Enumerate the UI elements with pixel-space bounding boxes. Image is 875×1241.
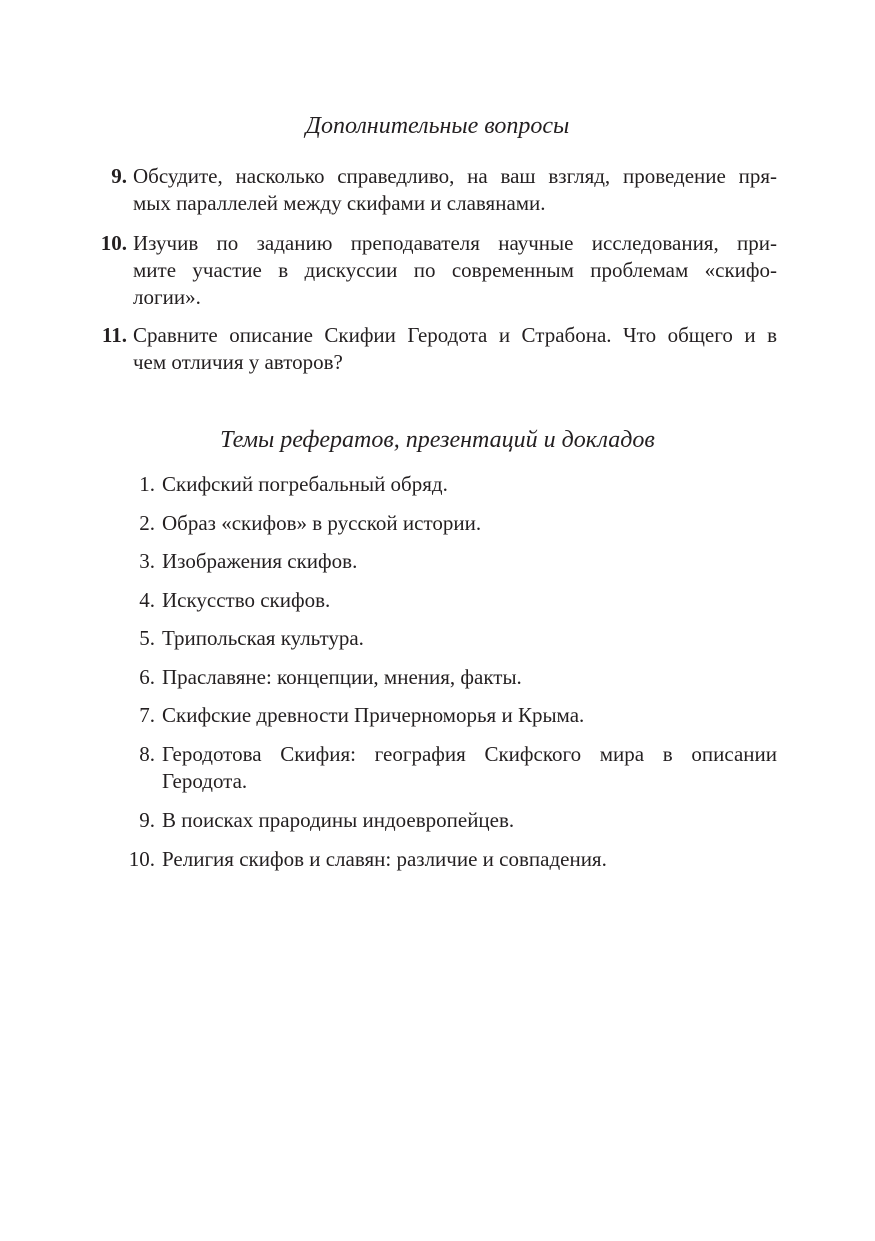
topic-item-4 [126, 587, 777, 614]
text-line: чем отличия у авторов? [133, 350, 343, 374]
topic-text: Изображения скифов. [162, 549, 358, 573]
text-line: Сравните описание Скифии Геродота и Страбона. Что общего и в [133, 323, 777, 347]
topic-number: 8. [139, 742, 155, 766]
topic-item-1 [126, 471, 777, 498]
question-number: 11. [101, 323, 127, 347]
text-line: Обсудите, насколько справедливо, на ваш взгляд, проведение пря- [133, 164, 777, 188]
topic-item-3 [126, 548, 777, 575]
questions-heading: Дополнительные вопросы [305, 113, 570, 139]
topic-item-7 [126, 702, 777, 729]
topic-number: 10. [128, 847, 155, 871]
topic-number: 3. [139, 549, 155, 573]
question-number: 10. [100, 231, 127, 255]
topic-text: Скифские древности Причерноморья и Крыма. [162, 703, 585, 727]
question-item-10 [96, 230, 777, 311]
text-line: Геродотова Скифия: география Скифского мира в описании [162, 742, 777, 766]
topic-text [162, 741, 777, 795]
topic-text: Трипольская культура. [162, 626, 364, 650]
topic-item-2 [126, 510, 777, 537]
question-text [133, 322, 777, 376]
question-text [133, 163, 777, 217]
topic-number: 9. [139, 808, 155, 832]
topic-number: 4. [139, 588, 155, 612]
text-line: логии». [133, 285, 201, 309]
topic-number: 5. [139, 626, 155, 650]
topics-heading: Темы рефератов, презентаций и докладов [220, 427, 655, 453]
topic-item-8 [126, 741, 777, 795]
topic-text: Религия скифов и славян: различие и совпадения. [162, 847, 607, 871]
topic-number: 7. [139, 703, 155, 727]
topic-text: В поисках прародины индоевропейцев. [162, 808, 515, 832]
topic-text: Образ «скифов» в русской истории. [162, 511, 482, 535]
topic-item-10 [126, 846, 777, 873]
question-item-11 [96, 322, 777, 376]
topic-text: Искусство скифов. [162, 588, 331, 612]
question-number: 9. [111, 164, 127, 188]
topic-text: Праславяне: концепции, мнения, факты. [162, 665, 522, 689]
text-line: мых параллелей между скифами и славянами. [133, 191, 546, 215]
topic-item-5 [126, 625, 777, 652]
text-line: мите участие в дискуссии по современным проблемам «скифо- [133, 258, 777, 282]
topic-item-6 [126, 664, 777, 691]
topic-number: 1. [139, 472, 155, 496]
text-line: Геродота. [162, 769, 248, 793]
question-text [133, 230, 777, 311]
topic-item-9 [126, 807, 777, 834]
text-line: Изучив по заданию преподавателя научные исследования, при- [133, 231, 777, 255]
topic-number: 2. [139, 511, 155, 535]
topic-text: Скифский погребальный обряд. [162, 472, 448, 496]
question-item-9 [96, 163, 777, 217]
topic-number: 6. [139, 665, 155, 689]
